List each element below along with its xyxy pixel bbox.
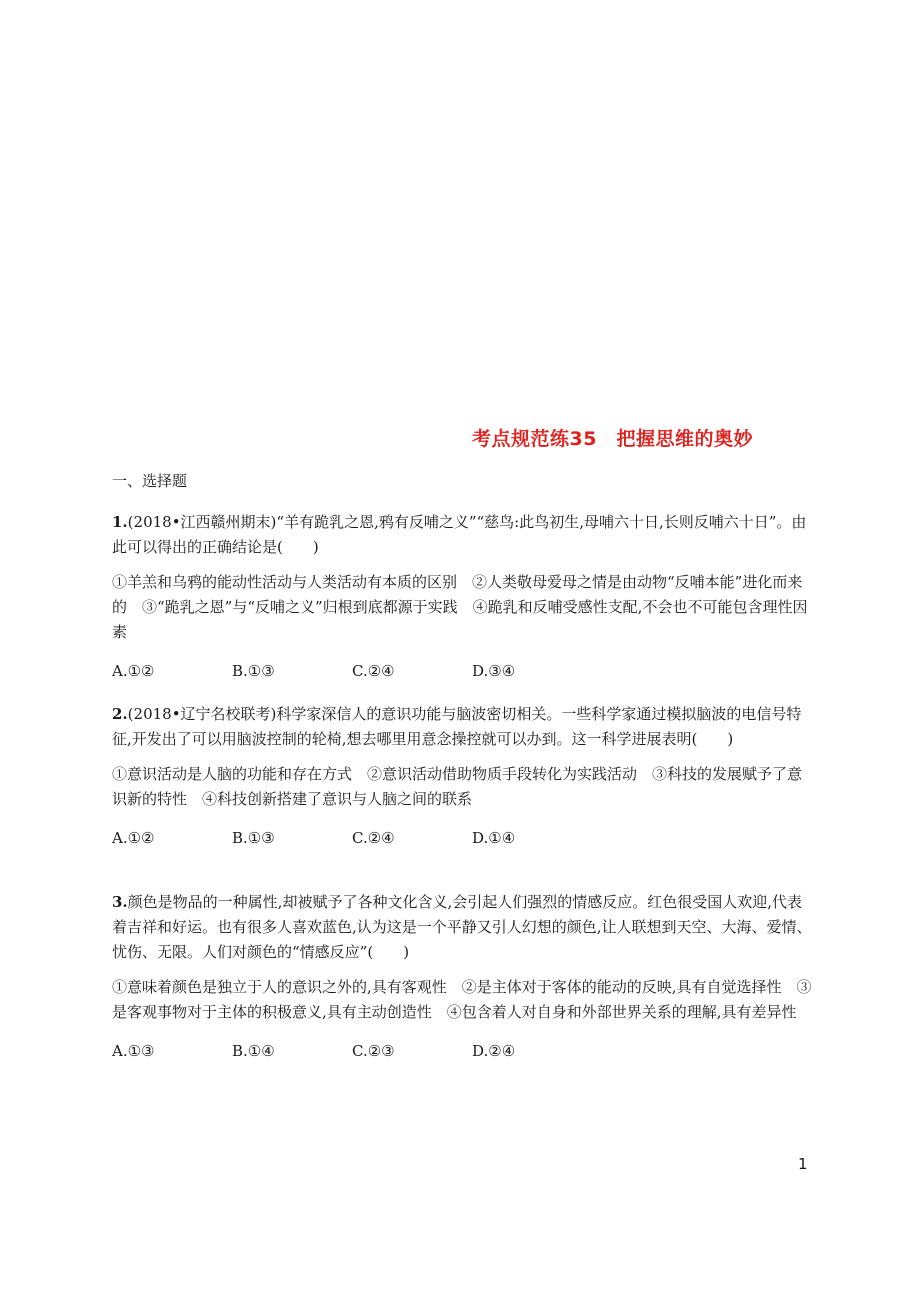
option-d[interactable]: D.③④: [472, 662, 516, 680]
option-c[interactable]: C.②④: [352, 829, 395, 847]
options-row: [112, 826, 812, 851]
option-d[interactable]: D.①④: [472, 829, 516, 847]
options-row: [112, 1039, 812, 1064]
page-title: 考点规范练35 把握思维的奥妙: [472, 428, 753, 450]
option-c[interactable]: C.②④: [352, 662, 395, 680]
option-a[interactable]: A.①②: [112, 662, 155, 680]
question-statements: ①羊羔和乌鸦的能动性活动与人类活动有本质的区别 ②人类敬母爱母之情是由动物“反哺本能”进化而来的 ③“跪乳之恩”与“反哺之义”归根到底都源于实践 ④跪乳和反哺受感性支配,不会也不可能包含理性因素: [112, 573, 808, 641]
question-text: (2018•辽宁名校联考)科学家深信人的意识功能与脑波密切相关。一些科学家通过模拟脑波的电信号特征,开发出了可以用脑波控制的轮椅,想去哪里用意念操控就可以办到。这一科学进展表明( ): [112, 705, 802, 748]
option-a[interactable]: A.①②: [112, 829, 155, 847]
question-2: [112, 702, 812, 851]
question-number: 1.: [112, 513, 128, 531]
option-d[interactable]: D.②④: [472, 1042, 516, 1060]
question-stem: [112, 702, 812, 752]
question-number: 3.: [112, 893, 128, 911]
question-3: [112, 890, 812, 1064]
option-b[interactable]: B.①④: [232, 1042, 275, 1060]
option-b[interactable]: B.①③: [232, 662, 275, 680]
question-stem: [112, 510, 812, 560]
question-text: (2018•江西赣州期末)“羊有跪乳之恩,鸦有反哺之义”“慈鸟:此鸟初生,母哺六十日,长则反哺六十日”。由此可以得出的正确结论是( ): [112, 513, 807, 556]
option-b[interactable]: B.①③: [232, 829, 275, 847]
question-1: [112, 510, 812, 684]
option-a[interactable]: A.①③: [112, 1042, 155, 1060]
options-row: [112, 659, 812, 684]
question-stem: [112, 890, 812, 965]
question-statements: ①意识活动是人脑的功能和存在方式 ②意识活动借助物质手段转化为实践活动 ③科技的发展赋予了意识新的特性 ④科技创新搭建了意识与人脑之间的联系: [112, 765, 803, 808]
section-heading: 一、选择题: [112, 472, 188, 490]
option-c[interactable]: C.②③: [352, 1042, 395, 1060]
question-statements: ①意味着颜色是独立于人的意识之外的,具有客观性 ②是主体对于客体的能动的反映,具有自觉选择性 ③是客观事物对于主体的积极意义,具有主动创造性 ④包含着人对自身和外部世界关系的理解,具有差异性: [112, 978, 812, 1021]
question-text: 颜色是物品的一种属性,却被赋予了各种文化含义,会引起人们强烈的情感反应。红色很受国人欢迎,代表着吉祥和好运。也有很多人喜欢蓝色,认为这是一个平静又引人幻想的颜色,让人联想到天空、大海、爱情、忧伤、无限。人们对颜色的“情感反应”( ): [112, 893, 812, 961]
question-number: 2.: [112, 705, 128, 723]
page-number: 1: [798, 1155, 808, 1173]
